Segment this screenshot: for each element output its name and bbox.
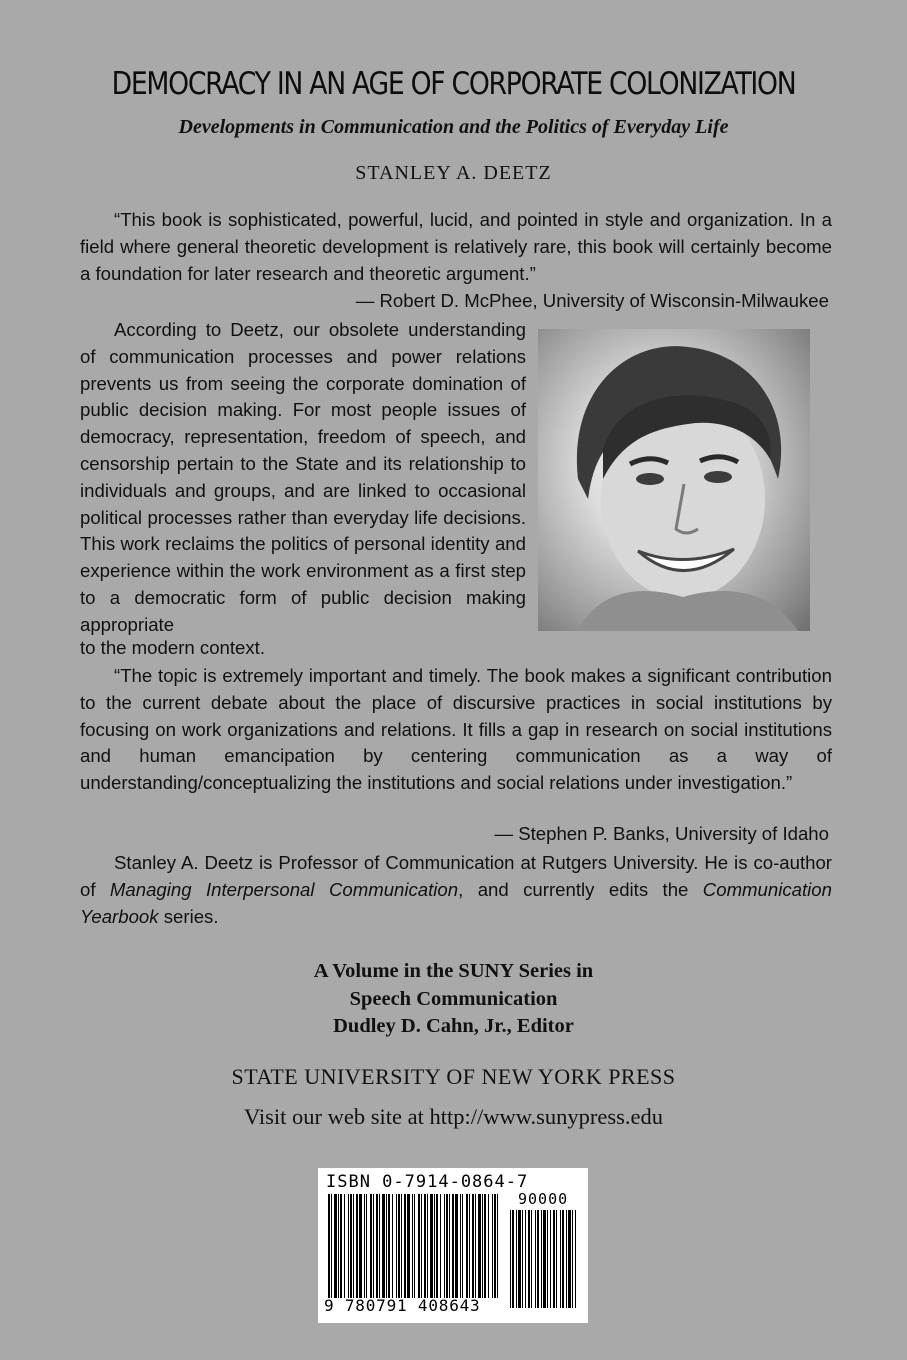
barcode-bar xyxy=(543,1210,546,1308)
review-attribution-2: — Stephen P. Banks, University of Idaho xyxy=(494,823,829,844)
review-attribution-1: — Robert D. McPhee, University of Wisconsin-Milwaukee xyxy=(355,290,829,311)
barcode-bar xyxy=(452,1194,454,1298)
barcode-bar xyxy=(497,1194,498,1298)
barcode-bar xyxy=(516,1210,517,1308)
series-line-1: A Volume in the SUNY Series in xyxy=(313,960,594,982)
isbn-barcode xyxy=(318,1168,588,1323)
barcode-bar xyxy=(382,1194,385,1298)
barcode-bar xyxy=(484,1194,486,1298)
barcode-bar xyxy=(556,1210,557,1308)
barcode-bar xyxy=(388,1194,390,1298)
barcode-bar xyxy=(531,1210,532,1308)
barcode-bar xyxy=(566,1210,567,1308)
barcode-bar xyxy=(460,1194,461,1298)
barcode-bar xyxy=(386,1194,387,1298)
barcode-bar xyxy=(469,1194,470,1298)
barcode-bar xyxy=(370,1194,372,1298)
barcode-bar xyxy=(412,1194,413,1298)
barcode-bar xyxy=(424,1194,426,1298)
barcode-bar xyxy=(440,1194,441,1298)
barcode-bar xyxy=(328,1194,330,1298)
barcode-bar xyxy=(553,1210,555,1308)
barcode-bar xyxy=(430,1194,433,1298)
barcode-bar xyxy=(494,1194,496,1298)
series-info xyxy=(0,958,907,1041)
barcode-bar xyxy=(572,1210,573,1308)
isbn-number: ISBN 0-7914-0864-7 xyxy=(326,1172,529,1192)
barcode-bar xyxy=(356,1194,358,1298)
barcode-bar xyxy=(366,1194,367,1298)
barcode-bar xyxy=(414,1194,415,1298)
barcode-bar xyxy=(547,1210,548,1308)
barcode-bar xyxy=(344,1194,345,1298)
barcode-bar xyxy=(348,1194,349,1298)
review-quote-2: “The topic is extremely important and timely. The book makes a significant contribution to the current debate about the place of discursive practices in social institutions by focusing on work organizations and relations. It fills a gap in research on social institutions and human emancipation by centering communication as a way of understanding/conceptualizing the institutions and social relations under investigation.” xyxy=(80,665,832,794)
bio-book-title-2: Communication Yearbook xyxy=(80,878,832,927)
barcode-bar xyxy=(446,1194,448,1298)
author-photo xyxy=(538,329,810,631)
barcode-bar xyxy=(528,1210,530,1308)
barcode-bar xyxy=(562,1210,564,1308)
barcode-bar xyxy=(396,1194,397,1298)
barcode-bar xyxy=(331,1194,332,1298)
barcode-bar xyxy=(462,1194,463,1298)
barcode-bar xyxy=(401,1194,402,1298)
barcode-bar xyxy=(449,1194,450,1298)
bio-text-1: Stanley A. Deetz is Professor of Communication at Rutgers University. He is co-author of xyxy=(80,852,832,900)
barcode-bar xyxy=(575,1210,576,1308)
barcode-bar xyxy=(404,1194,406,1298)
barcode-bar xyxy=(421,1194,422,1298)
barcode-bar xyxy=(455,1194,458,1298)
barcode-bar xyxy=(373,1194,374,1298)
barcode-bar xyxy=(568,1210,571,1308)
author-name: STANLEY A. DEETZ xyxy=(355,162,552,184)
bio-text-2: , and currently edits the xyxy=(458,878,703,900)
series-line-3: Dudley D. Cahn, Jr., Editor xyxy=(333,1015,574,1037)
barcode-bar xyxy=(525,1210,526,1308)
barcode-bar xyxy=(334,1194,337,1298)
barcode-bar xyxy=(338,1194,339,1298)
barcode-bar xyxy=(510,1210,511,1308)
barcode-bar xyxy=(550,1210,551,1308)
barcode-bar xyxy=(418,1194,420,1298)
bio-book-title-1: Managing Interpersonal Communication xyxy=(109,878,459,900)
barcode-bar xyxy=(376,1194,378,1298)
review-quote-1: “This book is sophisticated, powerful, lucid, and pointed in style and organization. In a field where general theoretic development is relatively rare, this book will certainly become a foundation for later research and theoretic argument.” xyxy=(80,209,832,284)
barcode-bar xyxy=(482,1194,483,1298)
barcode-bar xyxy=(535,1210,536,1308)
barcode-bar xyxy=(350,1194,352,1298)
barcode-bar xyxy=(398,1194,400,1298)
barcode-bar xyxy=(340,1194,342,1298)
barcode-bar xyxy=(427,1194,428,1298)
series-line-2: Speech Communication xyxy=(349,987,558,1010)
barcode-bars xyxy=(328,1194,500,1298)
publisher-website: Visit our web site at http://www.sunypress.edu xyxy=(243,1104,664,1129)
publisher-name: STATE UNIVERSITY OF NEW YORK PRESS xyxy=(231,1064,676,1089)
ean-digits: 9 780791 408643 xyxy=(324,1296,481,1315)
barcode-bar xyxy=(392,1194,393,1298)
barcode-bar xyxy=(537,1210,539,1308)
barcode-bar xyxy=(434,1194,435,1298)
barcode-bar xyxy=(522,1210,523,1308)
price-code: 90000 xyxy=(518,1190,569,1208)
barcode-bar xyxy=(475,1194,476,1298)
barcode-bar xyxy=(379,1194,380,1298)
barcode-addon-bars xyxy=(510,1210,578,1308)
barcode-bar xyxy=(518,1210,521,1308)
barcode-bar xyxy=(353,1194,354,1298)
bio-text-3: series. xyxy=(158,905,219,927)
barcode-bar xyxy=(472,1194,474,1298)
barcode-bar xyxy=(478,1194,481,1298)
barcode-bar xyxy=(560,1210,561,1308)
barcode-bar xyxy=(488,1194,489,1298)
barcode-bar xyxy=(444,1194,445,1298)
book-description-last-line: to the modern context. xyxy=(80,637,266,658)
barcode-bar xyxy=(541,1210,542,1308)
barcode-bar xyxy=(492,1194,493,1298)
barcode-bar xyxy=(512,1210,514,1308)
barcode-bar xyxy=(359,1194,362,1298)
book-subtitle: Developments in Communication and the Politics of Everyday Life xyxy=(178,116,729,138)
book-title: DEMOCRACY IN AN AGE OF CORPORATE COLONIZATION xyxy=(111,66,796,102)
barcode-bar xyxy=(364,1194,365,1298)
barcode-bar xyxy=(436,1194,438,1298)
book-description: According to Deetz, our obsolete understanding of communication processes and power relations prevents us from seeing the corporate domination of public decision making. For most people issues of democracy, representation, freedom of speech, and censorship pertain to the State and its relationship to individuals and groups, and are linked to occasional political processes rather than everyday life decisions. This work reclaims the politics of personal identity and experience within the work environment as a first step to a democratic form of public decision making appropriate xyxy=(80,319,526,635)
barcode-bar xyxy=(466,1194,468,1298)
barcode-bar xyxy=(407,1194,410,1298)
author-bio xyxy=(80,850,832,930)
